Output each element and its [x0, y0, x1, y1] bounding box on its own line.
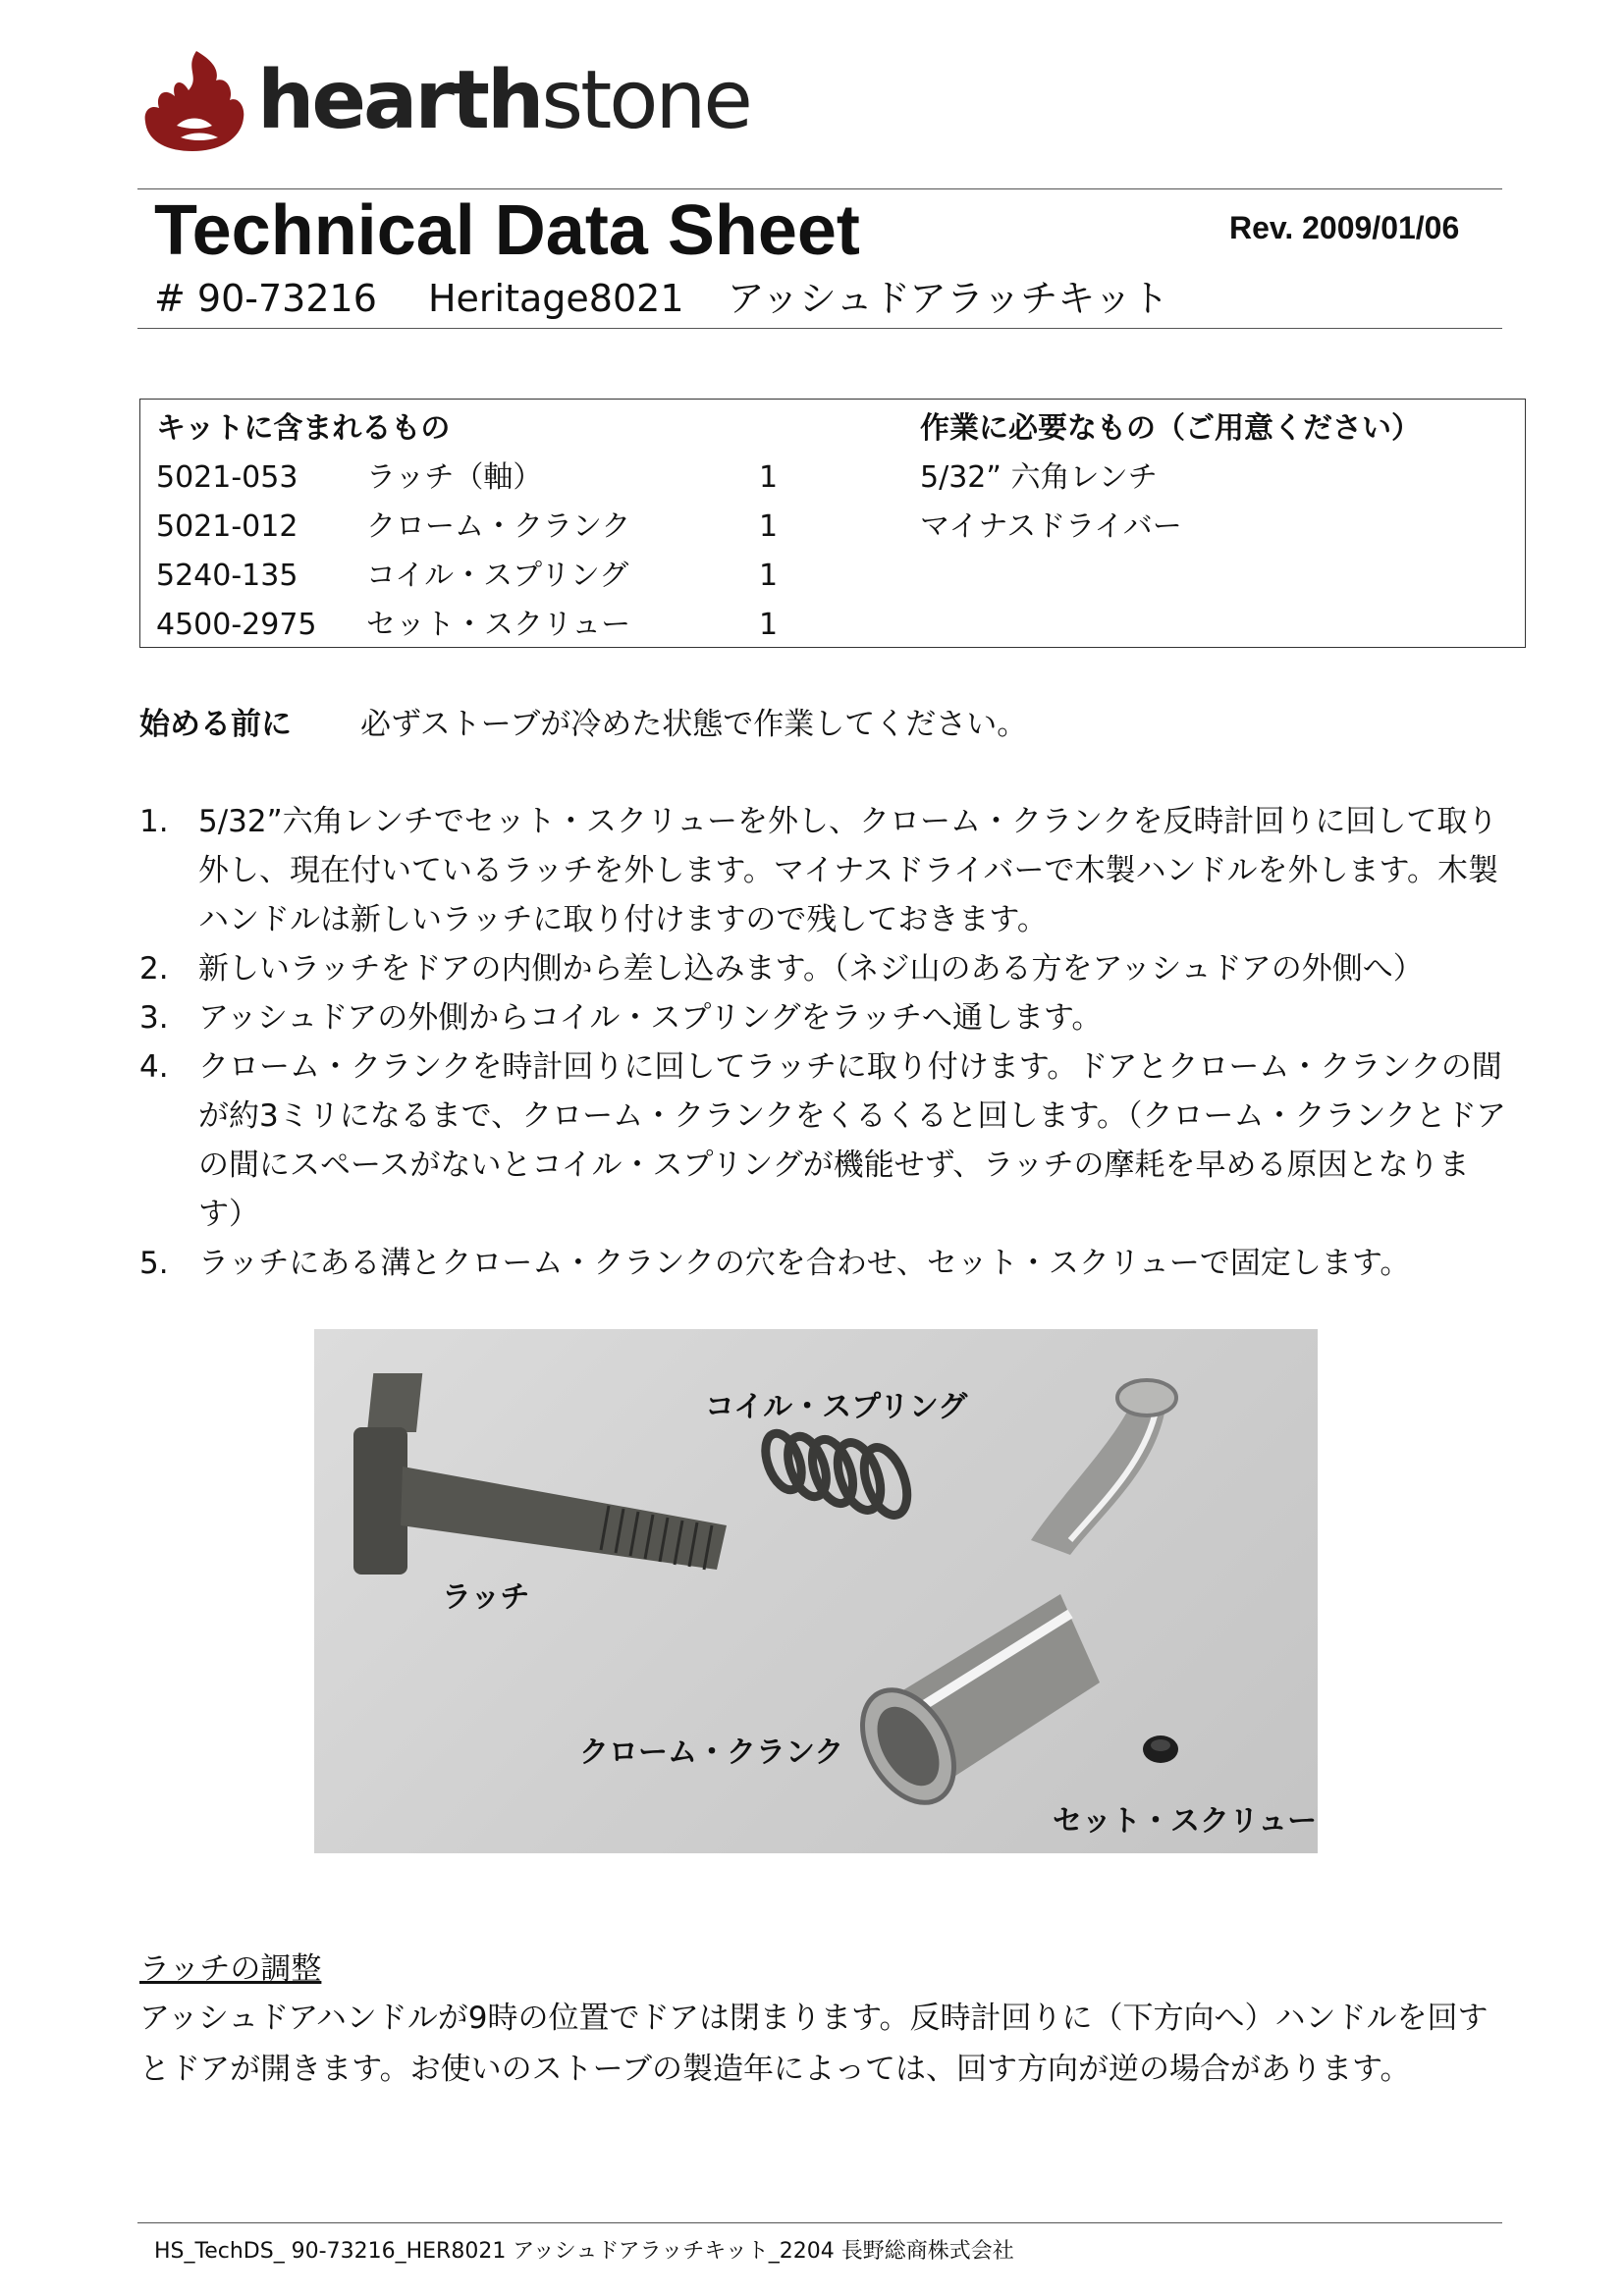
- photo-label-spring: コイル・スプリング: [705, 1390, 968, 1424]
- item-qty: 1: [759, 559, 779, 593]
- photo-label-crank: クローム・クランク: [579, 1735, 844, 1770]
- item-code: 4500-2975: [156, 608, 317, 642]
- before-you-start: [139, 703, 1027, 746]
- adjust-text: アッシュドアハンドルが9時の位置でドアは閉まります。反時計回りに（下方向へ）ハンドルを回すとドアが開きます。お使いのストーブの製造年によっては、回す方向が逆の場合があります。: [139, 2001, 1489, 2087]
- item-name: ラッチ（軸）: [366, 460, 543, 495]
- header-rule-bottom: [137, 328, 1502, 329]
- tool-item: マイナスドライバー: [920, 509, 1182, 544]
- parts-photo: [314, 1329, 1318, 1853]
- list-item: 5. ラッチにある溝とクローム・クランクの穴を合わせ、セット・スクリューで固定します。: [139, 1246, 1411, 1281]
- list-item: 3. アッシュドアの外側からコイル・スプリングをラッチへ通します。: [139, 1000, 1103, 1036]
- brand-wordmark: hearthstone: [257, 54, 750, 147]
- flame-icon: [137, 47, 250, 155]
- before-text: 必ずストーブが冷めた状態で作業してください。: [360, 707, 1028, 742]
- item-qty: 1: [759, 509, 779, 544]
- tool-item: 5/32” 六角レンチ: [920, 460, 1158, 495]
- part-number: # 90-73216: [154, 277, 377, 320]
- item-name: クローム・クランク: [366, 509, 631, 544]
- item-qty: 1: [759, 460, 779, 495]
- latch-part: [353, 1373, 727, 1575]
- photo-label-latch: ラッチ: [442, 1580, 530, 1615]
- kit-contents-table: [139, 399, 1526, 648]
- footer-rule: [137, 2222, 1502, 2223]
- included-heading: キットに含まれるもの: [156, 411, 451, 446]
- item-qty: 1: [759, 608, 779, 642]
- item-code: 5240-135: [156, 559, 298, 593]
- item-name: セット・スクリュー: [366, 608, 631, 642]
- list-item: 2. 新しいラッチをドアの内側から差し込みます。（ネジ山のある方をアッシュドアの外側へ）: [139, 951, 1424, 987]
- hearthstone-logo: [137, 47, 750, 155]
- document-subtitle: [154, 271, 1169, 326]
- page-title: Technical Data Sheet: [154, 191, 860, 270]
- list-item: 4. クローム・クランクを時計回りに回してラッチに取り付けます。ドアとクローム・クランクの間が約3ミリになるまで、クローム・クランクをくるくると回します。（クローム・クランクとドアの間にスペースがないとコイル・スプリングが機能せず、ラッチの摩耗を早める原因となります）: [139, 1049, 1506, 1232]
- chrome-crank-part: [843, 1380, 1176, 1819]
- coil-spring-part: [759, 1428, 915, 1521]
- photo-label-screw: セット・スクリュー: [1053, 1804, 1318, 1839]
- tools-heading: 作業に必要なもの（ご用意ください）: [920, 411, 1421, 446]
- list-item: 1. 5/32”六角レンチでセット・スクリューを外し、クローム・クランクを反時計回りに回して取り外し、現在付いているラッチを外します。マイナスドライバーで木製ハンドルを外します。木製ハンドルは新しいラッチに取り付けますので残しておきます。: [139, 804, 1499, 937]
- instruction-steps: [139, 797, 1514, 1288]
- before-label: 始める前に: [139, 707, 292, 742]
- model-name: Heritage8021: [427, 277, 684, 320]
- set-screw-part: [1143, 1735, 1178, 1763]
- item-code: 5021-053: [156, 460, 298, 495]
- item-code: 5021-012: [156, 509, 298, 544]
- adjust-heading: ラッチの調整: [139, 1951, 322, 1987]
- footer-text: HS_TechDS_ 90-73216_HER8021 アッシュドアラッチキット_2204 長野総商株式会社: [154, 2239, 1014, 2264]
- revision-date: Rev. 2009/01/06: [1229, 210, 1460, 245]
- product-name: アッシュドアラッチキット: [727, 277, 1169, 320]
- item-name: コイル・スプリング: [366, 559, 629, 593]
